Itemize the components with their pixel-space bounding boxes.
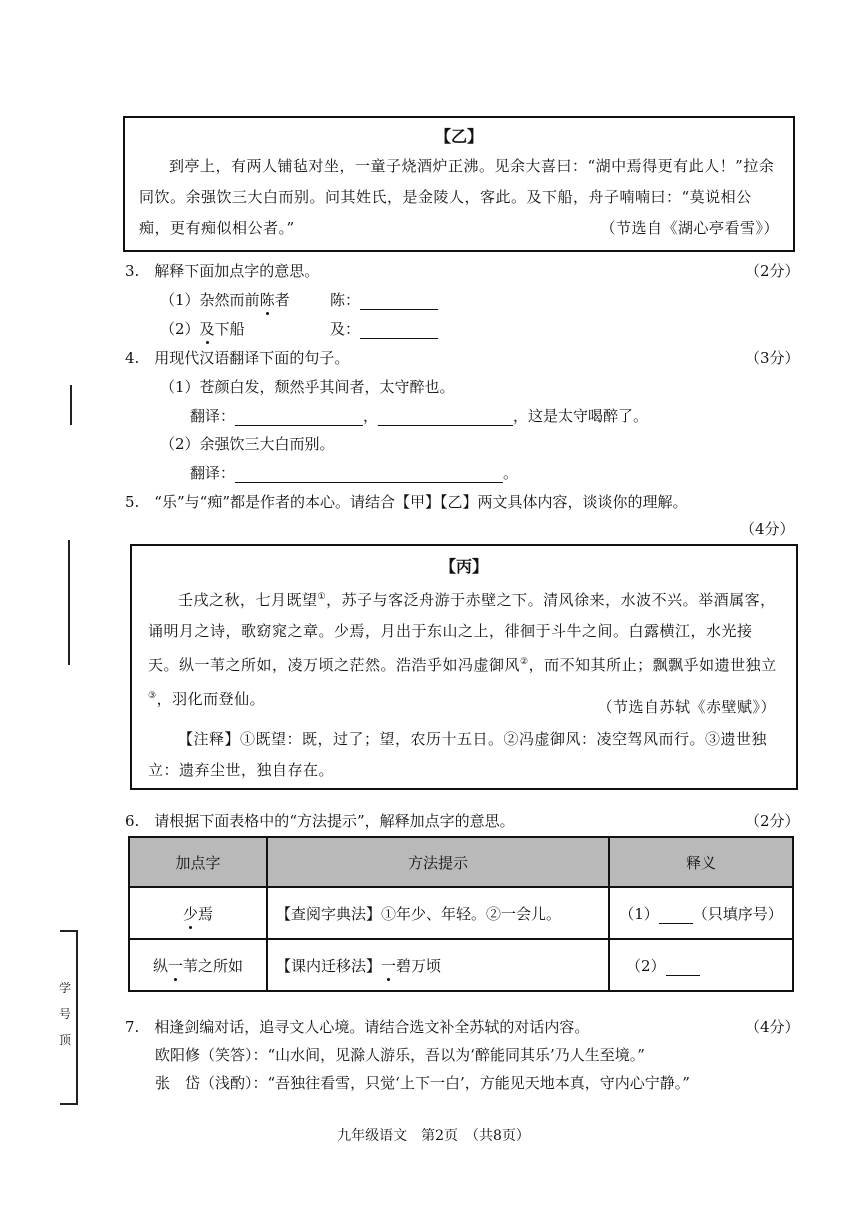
table-row — [129, 939, 793, 991]
answer-blank-1[interactable] — [235, 409, 363, 426]
margin-bracket-side — [76, 930, 78, 1105]
dotted-char: 少 — [182, 904, 198, 923]
dotted-char: 一 — [381, 956, 397, 975]
question-5-title: 5. “乐”与“痴”都是作者的本心。请结合【甲】【乙】两文具体内容，谈谈你的理解。 — [125, 493, 688, 511]
question-7-title: 7. 相逢剑编对话，追寻文人心境。请结合选文补全苏轼的对话内容。 — [125, 1018, 590, 1036]
row-1-method: 【查阅字典法】①年少、年轻。②一会儿。 — [267, 887, 609, 939]
item-text-tail: 者 — [274, 291, 290, 309]
question-7-line-2: 张 岱（浅酌）：“吾独往看雪，只觉‘上下一白’，方能见天地本真，守内心宁静。” — [155, 1074, 690, 1092]
word-head: 纵 — [152, 956, 168, 975]
answer-blank[interactable] — [360, 293, 438, 310]
table-header-row — [129, 837, 793, 887]
passage-yi-source: （节选自《湖心亭看雪》） — [600, 219, 779, 237]
passage-bing-box — [130, 544, 798, 790]
question-4-item-1-answer — [190, 405, 648, 426]
method-table — [128, 836, 794, 992]
answer-blank[interactable] — [659, 907, 693, 924]
answer-number: （2） — [626, 956, 666, 975]
question-3-score: （2分） — [745, 262, 800, 280]
text-segment: ，而不知其所止；飘飘乎如遗世独立 — [528, 656, 777, 674]
answer-tail: ，这是太守喝醉了。 — [513, 407, 649, 425]
footnote-marker: ③ — [148, 691, 157, 701]
question-6-score: （2分） — [745, 812, 800, 830]
header-meaning: 释义 — [609, 837, 793, 887]
dotted-char: 陈 — [259, 291, 275, 309]
row-2-word — [129, 939, 267, 991]
footnote-marker: ② — [520, 657, 529, 667]
question-4-item-2-answer — [190, 462, 518, 483]
item-number: （1） — [160, 291, 200, 309]
passage-bing-notes: 【注释】①既望：既，过了；望，农历十五日。②冯虚御风：凌空驾风而行。③遗世独立：遗弃尘世，独自存在。 — [148, 730, 768, 779]
margin-tick — [70, 385, 72, 425]
text-segment: 壬戌之秋，七月既望 — [178, 591, 318, 609]
row-2-method — [267, 939, 609, 991]
row-1-word — [129, 887, 267, 939]
text-segment: ，羽化而登仙。 — [156, 690, 266, 708]
answer-blank[interactable] — [360, 322, 438, 339]
item-text-tail: 下船 — [214, 320, 245, 338]
question-6-title: 6. 请根据下面表格中的“方法提示”，解释加点字的意思。 — [125, 812, 515, 830]
header-method: 方法提示 — [267, 837, 609, 887]
page-footer: 九年级语文 第2页 （共8页） — [337, 1128, 530, 1144]
method-tail: 碧万顷 — [396, 956, 442, 975]
answer-label: 及： — [330, 320, 361, 338]
dotted-char: 及 — [199, 320, 215, 338]
row-1-answer — [609, 887, 793, 939]
dotted-char: 一 — [167, 956, 183, 975]
margin-curve-line — [68, 540, 70, 665]
question-7-score: （4分） — [745, 1018, 800, 1036]
question-5-score: （4分） — [740, 520, 795, 538]
answer-blank-2[interactable] — [378, 409, 513, 426]
answer-blank[interactable] — [235, 466, 503, 483]
word-tail: 焉 — [198, 904, 214, 923]
header-word: 加点字 — [129, 837, 267, 887]
separator: ， — [363, 407, 379, 425]
question-4-item-1: （1）苍颜白发，颓然乎其间者，太守醉也。 — [160, 378, 455, 396]
margin-bracket-bottom — [60, 1103, 78, 1105]
passage-yi-title: 【乙】 — [434, 127, 483, 146]
passage-yi-text: 到亭上，有两人铺毡对坐，一童子烧酒炉正沸。见余大喜曰：“湖中焉得更有此人！”拉余同饮。余强饮三大白而别。问其姓氏，是金陵人，客此。及下船，舟子喃喃曰：“莫说相公痴，更有痴似相公者。” — [139, 157, 775, 237]
question-3-item-2-answer — [330, 318, 438, 339]
answer-label: 翻译： — [190, 407, 236, 425]
question-3-title: 3. 解释下面加点字的意思。 — [125, 262, 320, 280]
answer-blank[interactable] — [666, 959, 700, 976]
item-text: 杂然而前 — [199, 291, 260, 309]
method-label: 【课内迁移法】 — [276, 956, 382, 975]
question-7-line-1: 欧阳修（笑答）：“山水间，见滁人游乐，吾以为‘醉能同其乐’乃人生至境。” — [155, 1046, 645, 1064]
question-4-score: （3分） — [745, 349, 800, 367]
answer-label: 翻译： — [190, 464, 236, 482]
passage-bing-source: （节选自苏轼《赤壁赋》） — [597, 698, 776, 716]
question-4-item-2: （2）余强饮三大白而别。 — [160, 435, 335, 453]
question-4-title: 4. 用现代汉语翻译下面的句子。 — [125, 349, 350, 367]
answer-number: （1） — [619, 904, 659, 923]
passage-yi-box — [123, 116, 795, 252]
question-3-item-1-answer — [330, 289, 438, 310]
table-row — [129, 887, 793, 939]
row-2-answer — [609, 939, 793, 991]
question-3-item-2 — [160, 318, 245, 339]
question-3-item-1 — [160, 289, 290, 310]
answer-end: 。 — [503, 464, 519, 482]
passage-bing-title: 【丙】 — [439, 557, 488, 576]
word-tail: 苇之所如 — [183, 956, 244, 975]
margin-chars: 学 号 顶 — [58, 981, 71, 1047]
text-segment: ，苏子与客泛舟游于赤壁之下。清风徐来，水波不兴。举酒属客，诵明月之诗，歌窈窕之章。少焉，月出于东山之上，徘徊于斗牛之间。白露横江，水光接天。纵一苇之所如，凌万顷之茫然。浩浩乎如冯虚御风 — [148, 591, 776, 674]
item-number: （2） — [160, 320, 200, 338]
footnote-marker: ① — [317, 592, 327, 602]
answer-note: （只填序号） — [692, 904, 783, 923]
answer-label: 陈： — [330, 291, 361, 309]
